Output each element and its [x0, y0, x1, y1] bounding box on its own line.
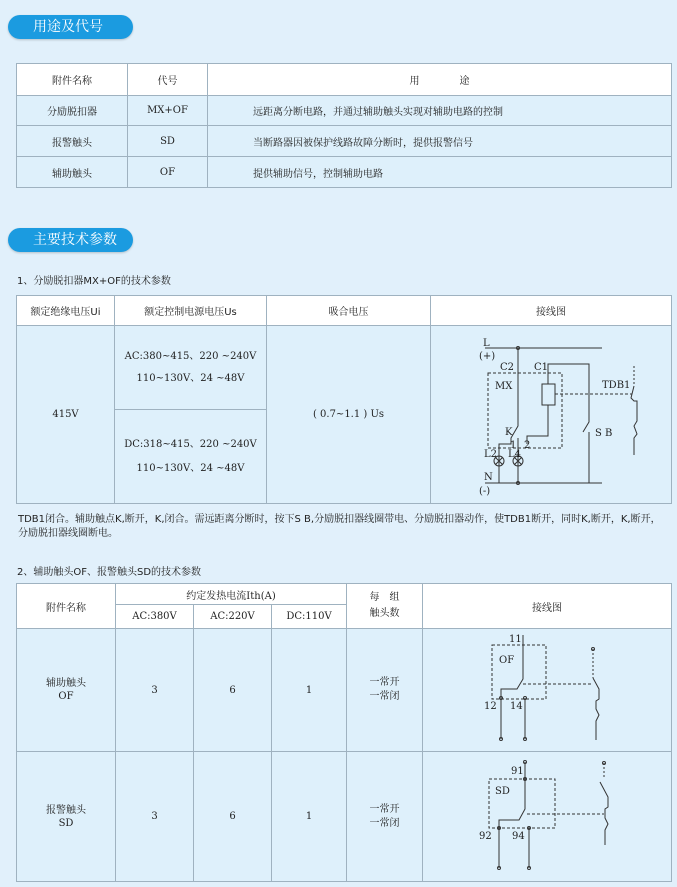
label-OF: OF — [499, 655, 515, 666]
table-row — [17, 629, 672, 752]
cell-name — [17, 752, 116, 882]
cell-name: 报警触头 — [17, 126, 128, 157]
cell-contacts — [347, 629, 423, 752]
section-title-params: 主要技术参数 — [8, 228, 133, 252]
cell-ac — [115, 326, 267, 410]
contact-line: 一常开 — [369, 677, 400, 688]
dc-line: 110~130V、24 ~48V — [136, 462, 245, 474]
cell-contacts — [347, 752, 423, 882]
cell-sd-diagram — [423, 752, 672, 882]
label-1: 1 — [510, 440, 517, 451]
mx-note: TDB1闭合。辅助触点K,断开，K,闭合。需远距离分断时，按下S B,分励脱扣器线圈带电、分励脱扣器动作，使TDB1断开，同时K,断开，K,断开，分励脱扣器线圈断电。 — [18, 514, 661, 539]
header-use: 用 途 — [208, 64, 672, 96]
cell-mx-diagram — [431, 326, 672, 504]
label-K: K — [505, 427, 513, 438]
cell-dc — [115, 410, 267, 504]
name-line: 报警触头 — [46, 804, 86, 816]
ac-line: AC:380~415、220 ~240V — [124, 350, 257, 362]
cell-use: 提供辅助信号，控制辅助电路 — [208, 157, 672, 188]
header-pickup: 吸合电压 — [267, 296, 431, 326]
aux-table — [16, 583, 672, 882]
label-TDB1: TDB1 — [602, 380, 631, 391]
header-per-line: 每 组 — [369, 592, 400, 603]
usage-table — [16, 63, 672, 188]
label-SD: SD — [495, 786, 510, 797]
cell-code: OF — [128, 157, 208, 188]
header-ui: 额定绝缘电压Ui — [17, 296, 115, 326]
label-92: 92 — [479, 831, 492, 842]
header-dc110: DC:110V — [272, 605, 347, 629]
header-per-line: 触头数 — [369, 608, 400, 619]
table-row — [17, 96, 672, 126]
table-row — [17, 157, 672, 188]
cell-of-diagram — [423, 629, 672, 752]
cell-use: 当断路器因被保护线路故障分断时，提供报警信号 — [208, 126, 672, 157]
of-wiring-diagram — [423, 629, 673, 751]
label-N: N — [484, 472, 493, 483]
ac-line: 110~130V、24 ~48V — [136, 372, 245, 384]
name-line: SD — [58, 817, 74, 829]
label-14: 14 — [510, 701, 523, 712]
cell-ui: 415V — [17, 326, 115, 504]
label-MX: MX — [495, 381, 513, 392]
label-12: 12 — [484, 701, 497, 712]
mx-caption: 1、分励脱扣器MX+OF的技术参数 — [17, 276, 171, 287]
contact-line: 一常闭 — [369, 691, 400, 702]
header-name: 附件名称 — [17, 64, 128, 96]
table-row — [17, 126, 672, 157]
mx-table — [16, 295, 672, 504]
cell-ac380: 3 — [116, 629, 194, 752]
header-ac220: AC:220V — [194, 605, 272, 629]
cell-use: 远距离分断电路，并通过辅助触头实现对辅助电路的控制 — [208, 96, 672, 126]
aux-caption: 2、辅助触头OF、报警触头SD的技术参数 — [17, 567, 202, 578]
sd-wiring-diagram — [423, 752, 673, 881]
header-name: 附件名称 — [17, 584, 116, 629]
label-C1: C1 — [534, 362, 549, 373]
label-C2: C2 — [500, 362, 515, 373]
label-L2: L2 — [484, 449, 498, 460]
cell-code: SD — [128, 126, 208, 157]
cell-code: MX+OF — [128, 96, 208, 126]
name-line: 辅助触头 — [46, 678, 86, 689]
cell-ac220: 6 — [194, 752, 272, 882]
cell-dc110: 1 — [272, 629, 347, 752]
label-minus: (-) — [479, 486, 491, 497]
label-94: 94 — [512, 831, 525, 842]
contact-line: 一常闭 — [369, 817, 400, 829]
label-L4: L4 — [508, 449, 522, 460]
label-plus: (+) — [479, 351, 496, 362]
label-11: 11 — [509, 634, 522, 645]
label-L: L — [483, 338, 490, 349]
contact-line: 一常开 — [369, 803, 400, 815]
header-ac380: AC:380V — [116, 605, 194, 629]
header-per-group — [347, 584, 423, 629]
mx-wiring-diagram — [431, 326, 673, 503]
header-us: 额定控制电源电压Us — [115, 296, 267, 326]
label-2: 2 — [524, 440, 531, 451]
name-line: OF — [58, 691, 74, 702]
label-91: 91 — [511, 766, 524, 777]
cell-pickup: ( 0.7~1.1 ) Us — [267, 326, 431, 504]
header-current: 约定发热电流Ith(A) — [116, 584, 347, 605]
dc-line: DC:318~415、220 ~240V — [124, 438, 257, 450]
section-title-usage: 用途及代号 — [8, 15, 133, 39]
cell-ac220: 6 — [194, 629, 272, 752]
cell-name — [17, 629, 116, 752]
cell-dc110: 1 — [272, 752, 347, 882]
cell-name: 辅助触头 — [17, 157, 128, 188]
header-code: 代号 — [128, 64, 208, 96]
label-SB: S B — [595, 428, 613, 439]
header-diagram: 接线图 — [423, 584, 672, 629]
cell-ac380: 3 — [116, 752, 194, 882]
table-row — [17, 752, 672, 882]
cell-name: 分励脱扣器 — [17, 96, 128, 126]
header-diagram: 接线图 — [431, 296, 672, 326]
